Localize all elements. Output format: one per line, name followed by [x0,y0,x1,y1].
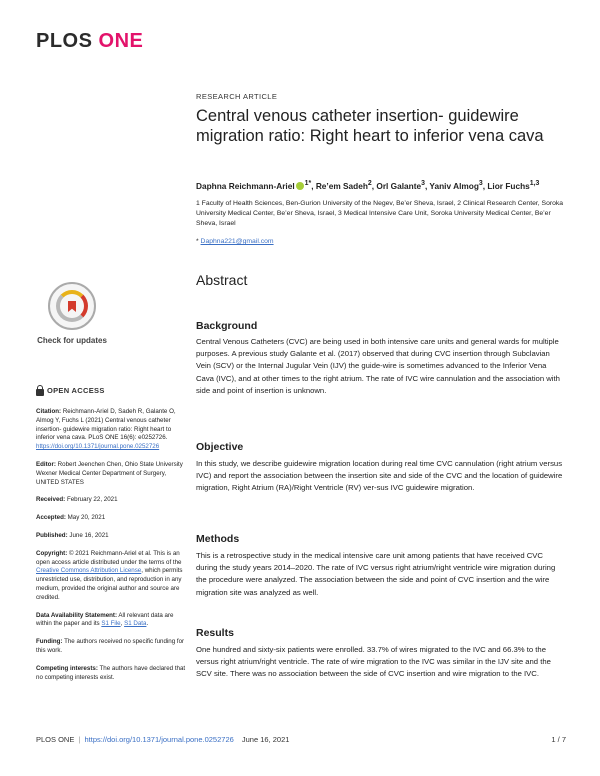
citation-text: Reichmann-Ariel D, Sadeh R, Galante O, Almog Y, Fuchs L (2021) Central venous catheter insertion- guidewire migration ratio: Right heart to inferior vena cava. PLoS ONE 16(6): e0252726. [36,408,176,442]
email-link[interactable]: Daphna221@gmail.com [200,238,274,245]
copyright-text-2: , which permits unrestricted use, distribution, and reproduction in any medium, provided the original author and source are credited. [36,567,183,601]
logo-plos-text: PLOS [36,30,93,52]
accepted-label: Accepted: [36,514,66,522]
published-date: June 16, 2021 [67,531,109,539]
competing-interests-block [36,665,186,683]
author-affil-sup: 2 [367,180,372,187]
footer-date: June 16, 2021 [241,735,290,744]
page-footer [36,735,566,744]
open-access-label [36,385,186,396]
check-updates-icon [48,282,96,330]
author-name[interactable]: Daphna Reichmann-Ariel [196,180,295,191]
copyright-label: Copyright: [36,549,68,557]
email-star: * [196,238,201,245]
article-metadata [36,408,186,682]
methods-paragraph: This is a retrospective study in the medical intensive care unit among patients that have received CVC during the study years 2014–2020. The rate of IVC versus right atrium/right ventricle wire migration during the procedure were analyzed. The association between the side and point of CVC insertion and the wire migration site was analyzed as well. [196,551,556,597]
author-affil-sup: 3 [421,180,425,187]
editor-text: Robert Jeenchen Chen, Ohio State University Wexner Medical Center Department of Surgery, UNITED STATES [36,460,183,486]
article-title: Central venous catheter insertion- guidewire migration ratio: Right heart to inferior vena cava [196,107,544,145]
logo-one-text: ONE [98,30,144,52]
footer-doi-link[interactable]: https://doi.org/10.1371/journal.pone.0252726 [84,735,234,744]
open-lock-icon [36,385,44,396]
page-number: 1 / 7 [551,735,566,744]
author-name[interactable]: , Orl Galante [371,180,422,191]
competing-interests-label: Competing interests: [36,664,98,672]
corresponding-email [196,238,274,245]
published-label: Published: [36,531,68,539]
check-updates-label: Check for updates [37,336,107,345]
objective-heading: Objective [196,441,244,453]
affiliations: 1 Faculty of Health Sciences, Ben-Gurion University of the Negev, Be’er Sheva, Israel, 2 Clinical Research Center, Soroka University Medical Center, Be’er Sheva, Israel, 3 Medical Intensive Care Unit, Soroka University Medical Center, Be’er Sheva, Israel [196,200,564,227]
abstract-heading: Abstract [196,272,248,288]
data-availability-text: All relevant data are within the paper and its [36,611,174,628]
copyright-text-1: © 2021 Reichmann-Ariel et al. This is an open access article distributed under the terms of the [36,549,182,566]
data-sep: , [120,620,125,628]
footer-journal: PLOS ONE [36,735,75,744]
orcid-icon[interactable] [296,182,304,190]
funding-label: Funding: [36,638,63,646]
published-block [36,532,186,541]
editor-block [36,461,186,487]
s1-file-link[interactable]: S1 File [101,620,121,628]
open-access-text: OPEN ACCESS [47,386,105,395]
editor-label: Editor: [36,460,56,468]
data-availability-block [36,612,186,630]
background-paragraph: Central Venous Catheters (CVC) are being used in both intensive care units and general wards for multiple purposes. A previous study Galante et al. (2017) observed that during CVC insertion through Subclavian Vein (SCV) or the Internal Jugular Vein (IJV) the guide-wire is sometimes advanced to the Inferior Vena Cava (IVC), and at other times to the right atrium. The rate of IVC wire cannulation and the association with side and point of insertion is unknown. [196,337,560,395]
results-paragraph: One hundred and sixty-six patients were enrolled. 33.7% of wires migrated to the IVC and 66.3% to the versus right atrium/right ventricle. The rate of wire migration to the IVC was similar in the IJV site and the SCV site. There was no association between the side of CVC insertion and wire migration to the IVC. [196,645,551,679]
cc-license-link[interactable]: Creative Commons Attribution License [36,567,142,575]
plos-one-logo[interactable] [36,30,143,52]
received-block [36,496,186,505]
author-name[interactable]: , Yaniv Almog [424,180,479,191]
author-affil-sup: 3 [478,180,483,187]
methods-heading: Methods [196,533,240,545]
citation-doi-link[interactable]: https://doi.org/10.1371/journal.pone.0252726 [36,443,160,451]
data-end: . [146,620,149,628]
citation-label: Citation: [36,408,62,415]
check-for-updates-badge[interactable] [36,282,186,345]
data-availability-label: Data Availability Statement: [36,611,118,619]
author-affil-sup: 1* [304,180,312,187]
footer-separator: | [78,735,81,744]
competing-interests-text: The authors have declared that no competing interests exist. [36,664,186,681]
funding-block [36,638,186,656]
author-affil-sup: 1,3 [529,180,540,187]
s1-data-link[interactable]: S1 Data [124,620,147,628]
background-heading: Background [196,320,258,332]
article-type: RESEARCH ARTICLE [196,92,278,101]
received-label: Received: [36,496,66,504]
results-heading: Results [196,627,234,639]
citation-block [36,408,186,452]
author-name[interactable]: , Lior Fuchs [482,180,530,191]
author-name[interactable]: , Re’em Sadeh [311,180,368,191]
objective-paragraph: In this study, we describe guidewire migration location during real time CVC cannulation (right atrium versus IVC) and report the association between the insertion site and side of the CVC and the location of guidewire migration, Right Atrium (RA)/Right Ventricle (RV) ver-sus IVC guidewire migration. [196,459,563,493]
article-sidebar [36,282,186,691]
accepted-date: May 20, 2021 [65,514,106,522]
accepted-block [36,514,186,523]
received-date: February 22, 2021 [65,496,118,504]
copyright-block [36,550,186,603]
author-list [196,180,566,191]
funding-text: The authors received no specific funding for this work. [36,638,185,654]
footer-left [36,735,289,744]
